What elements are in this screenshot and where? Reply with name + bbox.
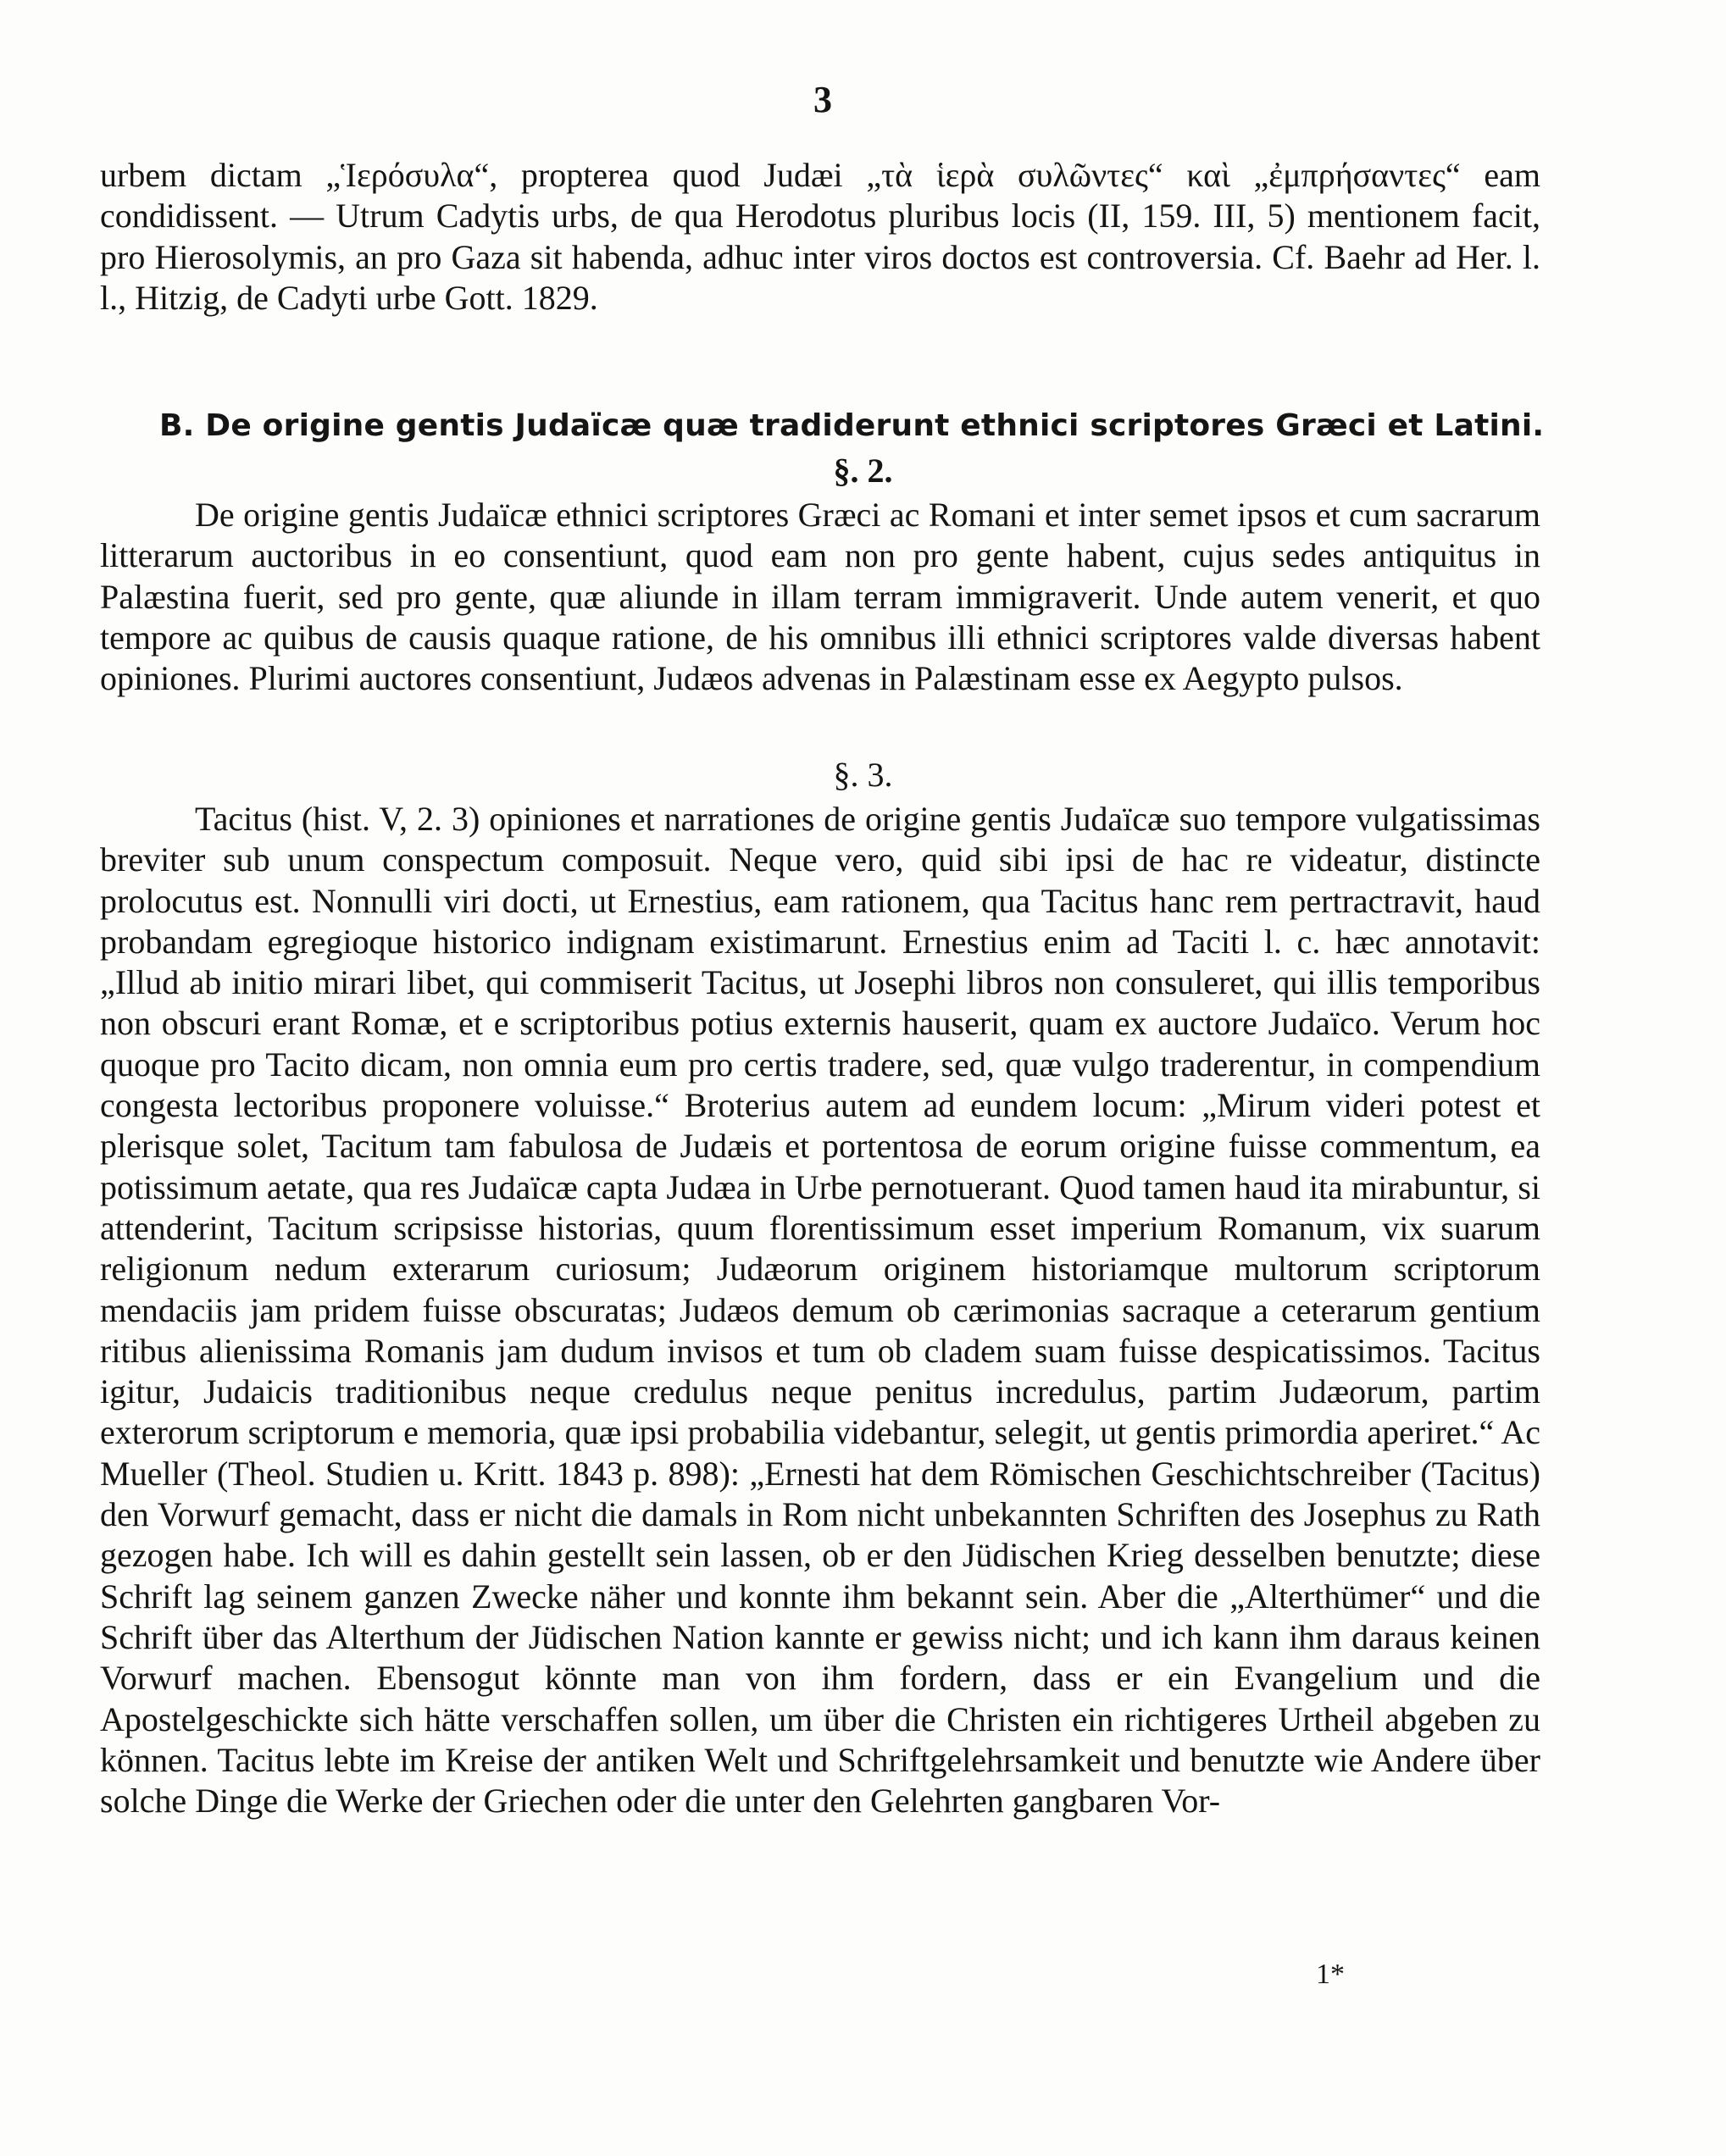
- section-2-text-block: [100, 495, 1540, 699]
- intro-paragraph: urbem dictam „Ἱερόσυλα“, propterea quod Judæi „τὰ ἱερὰ συλῶντες“ καὶ „ἐμπρήσαντες“ eam condidissent. — Utrum Cadytis urbs, de qua Herodotus pluribus locis (II, 159. III, 5) mentionem facit, pro Hierosolymis, an pro Gaza sit habenda, adhuc inter viros doctos est controversia. Cf. Baehr ad Her. l. l., Hitzig, de Cadyti urbe Gott. 1829.: [100, 156, 1540, 317]
- section-2-paragraph: De origine gentis Judaïcæ ethnici scriptores Græci ac Romani et inter semet ipsos et cum sacrarum litterarum auctoribus in eo consentiunt, quod eam non pro gente habent, cujus sedes antiquitus in Palæstina fuerit, sed pro gente, quæ aliunde in illam terram immigraverit. Unde autem venerit, et quo tempore ac quibus de causis quaque ratione, de his omnibus illi ethnici scriptores valde diversas habent opiniones. Plurimi auctores consentiunt, Judæos advenas in Palæstinam esse ex Aegypto pulsos.: [100, 496, 1540, 698]
- section-heading: B. De origine gentis Judaïcæ quæ tradiderunt ethnici scriptores Græci et Latini.: [159, 408, 1545, 443]
- intro-text-block: [100, 155, 1540, 319]
- section-3-marker: §. 3.: [833, 756, 893, 794]
- section-3-text-block: [100, 799, 1540, 1821]
- section-3-paragraph: Tacitus (hist. V, 2. 3) opiniones et narrationes de origine gentis Judaïcæ suo tempore vulgatissimas breviter sub unum conspectum composuit. Neque vero, quid sibi ipsi de hac re videatur, distincte prolocutus est. Nonnulli viri docti, ut Ernestius, eam rationem, qua Tacitus hanc rem pertractravit, haud probandam egregioque historico indignam existimarunt. Ernestius enim ad Taciti l. c. hæc annotavit: „Illud ab initio mirari libet, qui commiserit Tacitus, ut Josephi libros non consuleret, qui illis temporibus non obscuri erant Romæ, et e scriptoribus potius externis hauserit, quam ex auctore Judaïco. Verum hoc quoque pro Tacito dicam, non omnia eum pro certis tradere, sed, quæ vulgo traderentur, in compendium congesta lectoribus proponere voluisse.“ Broterius autem ad eundem locum: „Mirum videri potest et plerisque solet, Tacitum tam fabulosa de Judæis et portentosa de eorum origine fuisse commentum, ea potissimum aetate, qua res Judaïcæ capta Judæa in Urbe pernotuerant. Quod tamen haud ita mirabuntur, si attenderint, Tacitum scripsisse historias, quum florentissimum esset imperium Romanum, vix suarum religionum nedum exterarum curiosum; Judæorum originem historiamque multorum scriptorum mendaciis jam pridem fuisse obscuratas; Judæos demum ob cærimonias sacraque a ceterarum gentium ritibus alienissima Romanis jam dudum invisos et tum ob cladem suam fuisse despicatissimos. Tacitus igitur, Judaicis traditionibus neque credulus neque penitus incredulus, partim Judæorum, partim exterorum scriptorum e memoria, quæ ipsi probabilia videbantur, selegit, ut gentis primordia aperiret.“ Ac Mueller (Theol. Studien u. Kritt. 1843 p. 898): „Ernesti hat dem Römischen Geschichtschreiber (Tacitus) den Vorwurf gemacht, dass er nicht die damals in Rom nicht unbekannten Schriften des Josephus zu Rath gezogen habe. Ich will es dahin gestellt sein lassen, ob er den Jüdischen Krieg desselben benutzte; diese Schrift lag seinem ganzen Zwecke näher und konnte ihm bekannt sein. Aber die „Alterthümer“ und die Schrift über das Alterthum der Jüdischen Nation kannte er gewiss nicht; und ich kann ihm daraus keinen Vorwurf machen. Ebensogut könnte man von ihm fordern, dass er ein Evangelium und die Apostelgeschickte sich hätte verschaffen sollen, um über die Christen ein richtigeres Urtheil abgeben zu können. Tacitus lebte im Kreise der antiken Welt und Schriftgelehrsamkeit und benutzte wie Andere über solche Dinge die Werke der Griechen oder die unter den Gelehrten gangbaren Vor-: [100, 800, 1540, 1821]
- section-2-marker: §. 2.: [833, 452, 893, 490]
- page-number: 3: [813, 79, 832, 120]
- signature-mark: 1*: [1316, 1959, 1345, 1990]
